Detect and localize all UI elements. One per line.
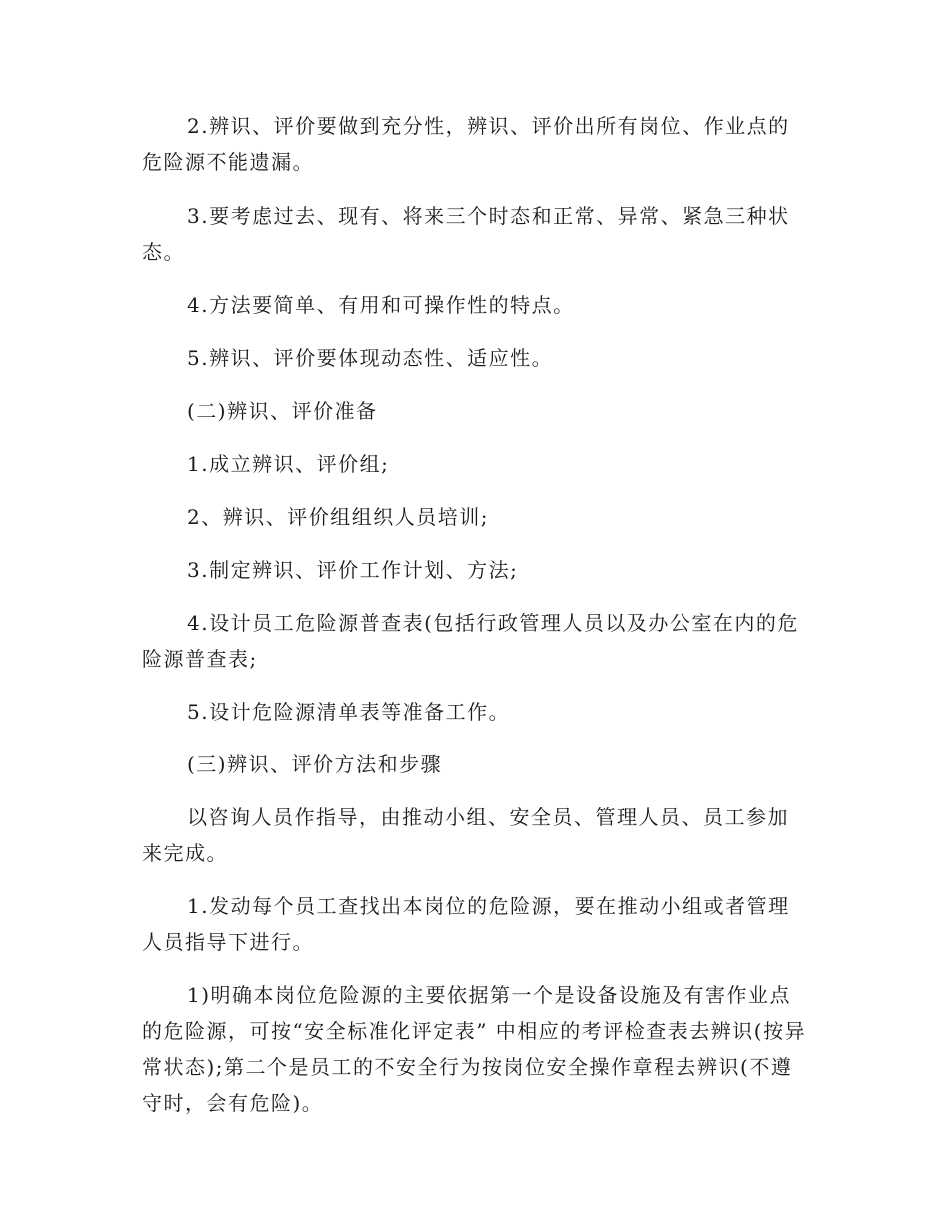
paragraph-work-plan: 3.制定辨识、评价工作计划、方法; bbox=[187, 558, 519, 582]
paragraph-identification-basis: 1)明确本岗位危险源的主要依据第一个是设备设施及有害作业点的危险源，可按“安全标准化评定表” 中相应的考评检查表去辨识(按异常状态);第二个是员工的不安全行为按岗位安全操作章程去辨识(不遵守时，会有危险)。 bbox=[142, 983, 807, 1115]
paragraph-dynamic-adaptive: 5.辨识、评价要体现动态性、适应性。 bbox=[187, 346, 554, 370]
paragraph-hazard-list: 5.设计危险源清单表等准备工作。 bbox=[187, 700, 511, 724]
paragraph-consultant-guidance: 以咨询人员作指导，由推动小组、安全员、管理人员、员工参加来完成。 bbox=[142, 805, 789, 865]
paragraph-mobilize-employees: 1.发动每个员工查找出本岗位的危险源，要在推动小组或者管理人员指导下进行。 bbox=[142, 894, 790, 954]
paragraph-simple-method: 4.方法要简单、有用和可操作性的特点。 bbox=[187, 293, 575, 317]
paragraph-staff-training: 2、辨识、评价组组织人员培训; bbox=[187, 505, 489, 529]
paragraph-identification-sufficiency: 2.辨识、评价要做到充分性，辨识、评价出所有岗位、作业点的危险源不能遗漏。 bbox=[142, 114, 790, 174]
paragraph-form-group: 1.成立辨识、评价组; bbox=[187, 452, 390, 476]
paragraph-survey-form: 4.设计员工危险源普查表(包括行政管理人员以及办公室在内的危险源普查表; bbox=[142, 611, 799, 671]
section-heading-preparation: (二)辨识、评价准备 bbox=[187, 399, 378, 423]
section-heading-methods-steps: (三)辨识、评价方法和步骤 bbox=[187, 752, 443, 776]
paragraph-three-tenses-states: 3.要考虑过去、现有、将来三个时态和正常、异常、紧急三种状态。 bbox=[142, 204, 790, 264]
